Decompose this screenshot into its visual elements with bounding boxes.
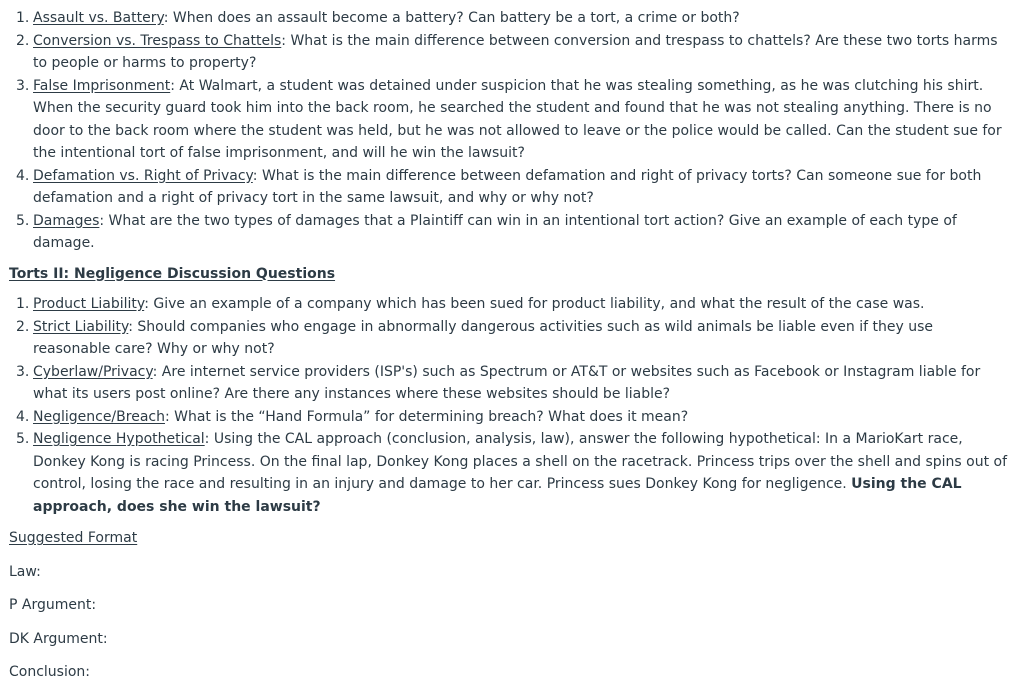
- question-text: : Using the CAL approach (conclusion, analysis, law), answer the following hypothetical: In a MarioKart race, Donkey Kong is racing Princess. On the final lap, Donkey Kong places a shell on the racetrack. Princess trips over the shell and spins out of control, losing the race and resulting in an injury and damage to her car. Princess sues Donkey Kong for negligence.: [33, 431, 1008, 492]
- term-conversion-vs-trespass: Conversion vs. Trespass to Chattels: [33, 32, 282, 49]
- term-cyberlaw-privacy: Cyberlaw/Privacy: [33, 363, 153, 380]
- intentional-torts-questions: [9, 7, 1015, 255]
- question-text: : Are internet service providers (ISP's) such as Spectrum or AT&T or websites such as Facebook or Instagram liable for what its users post online? Are there any instances where these websites should be liable?: [33, 363, 981, 402]
- question-text: : What is the main difference between conversion and trespass to chattels? Are these two torts harms to people or harms to property?: [33, 32, 998, 71]
- item-number: 3.: [16, 77, 30, 94]
- term-negligence-hypothetical: Negligence Hypothetical: [33, 431, 205, 447]
- question-text: : What are the two types of damages that a Plaintiff can win in an intentional tort action? Give an example of each type of damage.: [33, 212, 957, 251]
- list-item: [9, 361, 1015, 406]
- item-number: 1.: [16, 296, 30, 312]
- item-number: 2.: [16, 318, 30, 335]
- item-number: 5.: [16, 431, 30, 447]
- item-number: 2.: [16, 32, 30, 49]
- format-field-p-argument: P Argument:: [9, 597, 97, 613]
- term-product-liability: Product Liability: [33, 296, 145, 312]
- list-item: [9, 428, 1015, 518]
- term-negligence-breach: Negligence/Breach: [33, 408, 165, 425]
- item-number: 4.: [16, 408, 30, 425]
- list-item: [9, 7, 1015, 30]
- list-item: [9, 165, 1015, 210]
- item-number: 4.: [16, 167, 30, 184]
- list-item: [9, 75, 1015, 165]
- list-item: [9, 210, 1015, 255]
- question-text: : Should companies who engage in abnormally dangerous activities such as wild animals be liable even if they use reasonable care? Why or why not?: [33, 318, 933, 357]
- list-item: [9, 30, 1015, 75]
- question-text: : At Walmart, a student was detained under suspicion that he was stealing something, as he was clutching his shirt. When the security guard took him into the back room, he searched the student and found that he was not stealing anything. There is no door to the back room where the student was held, but he was not allowed to leave or the police would be called. Can the student sue for the intentional tort of false imprisonment, and will he win the lawsuit?: [33, 77, 1002, 161]
- item-number: 3.: [16, 363, 30, 380]
- term-assault-vs-battery: Assault vs. Battery: [33, 10, 164, 26]
- term-damages: Damages: [33, 212, 100, 229]
- item-number: 5.: [16, 212, 30, 229]
- negligence-questions: [9, 293, 1015, 518]
- term-false-imprisonment: False Imprisonment: [33, 77, 171, 94]
- item-number: 1.: [16, 10, 30, 26]
- question-text: : What is the main difference between defamation and right of privacy torts? Can someone sue for both defamation and a right of privacy tort in the same lawsuit, and why or why not?: [33, 167, 982, 206]
- question-text: : Give an example of a company which has been sued for product liability, and what the result of the case was.: [144, 296, 925, 312]
- list-item: [9, 293, 1015, 316]
- format-field-conclusion: Conclusion:: [9, 664, 91, 680]
- suggested-format-title: Suggested Format: [9, 530, 138, 546]
- question-text: : What is the “Hand Formula” for determining breach? What does it mean?: [164, 408, 689, 425]
- question-bold-text: Using the CAL approach, does she win the lawsuit?: [33, 476, 962, 515]
- term-strict-liability: Strict Liability: [33, 318, 129, 335]
- list-item: [9, 316, 1015, 361]
- question-text: : When does an assault become a battery? Can battery be a tort, a crime or both?: [163, 10, 740, 26]
- format-field-law: Law:: [9, 563, 41, 580]
- negligence-section-heading: Torts II: Negligence Discussion Questions: [9, 265, 336, 282]
- list-item: [9, 406, 1015, 429]
- format-field-dk-argument: DK Argument:: [9, 630, 108, 647]
- term-defamation-vs-privacy: Defamation vs. Right of Privacy: [33, 167, 253, 184]
